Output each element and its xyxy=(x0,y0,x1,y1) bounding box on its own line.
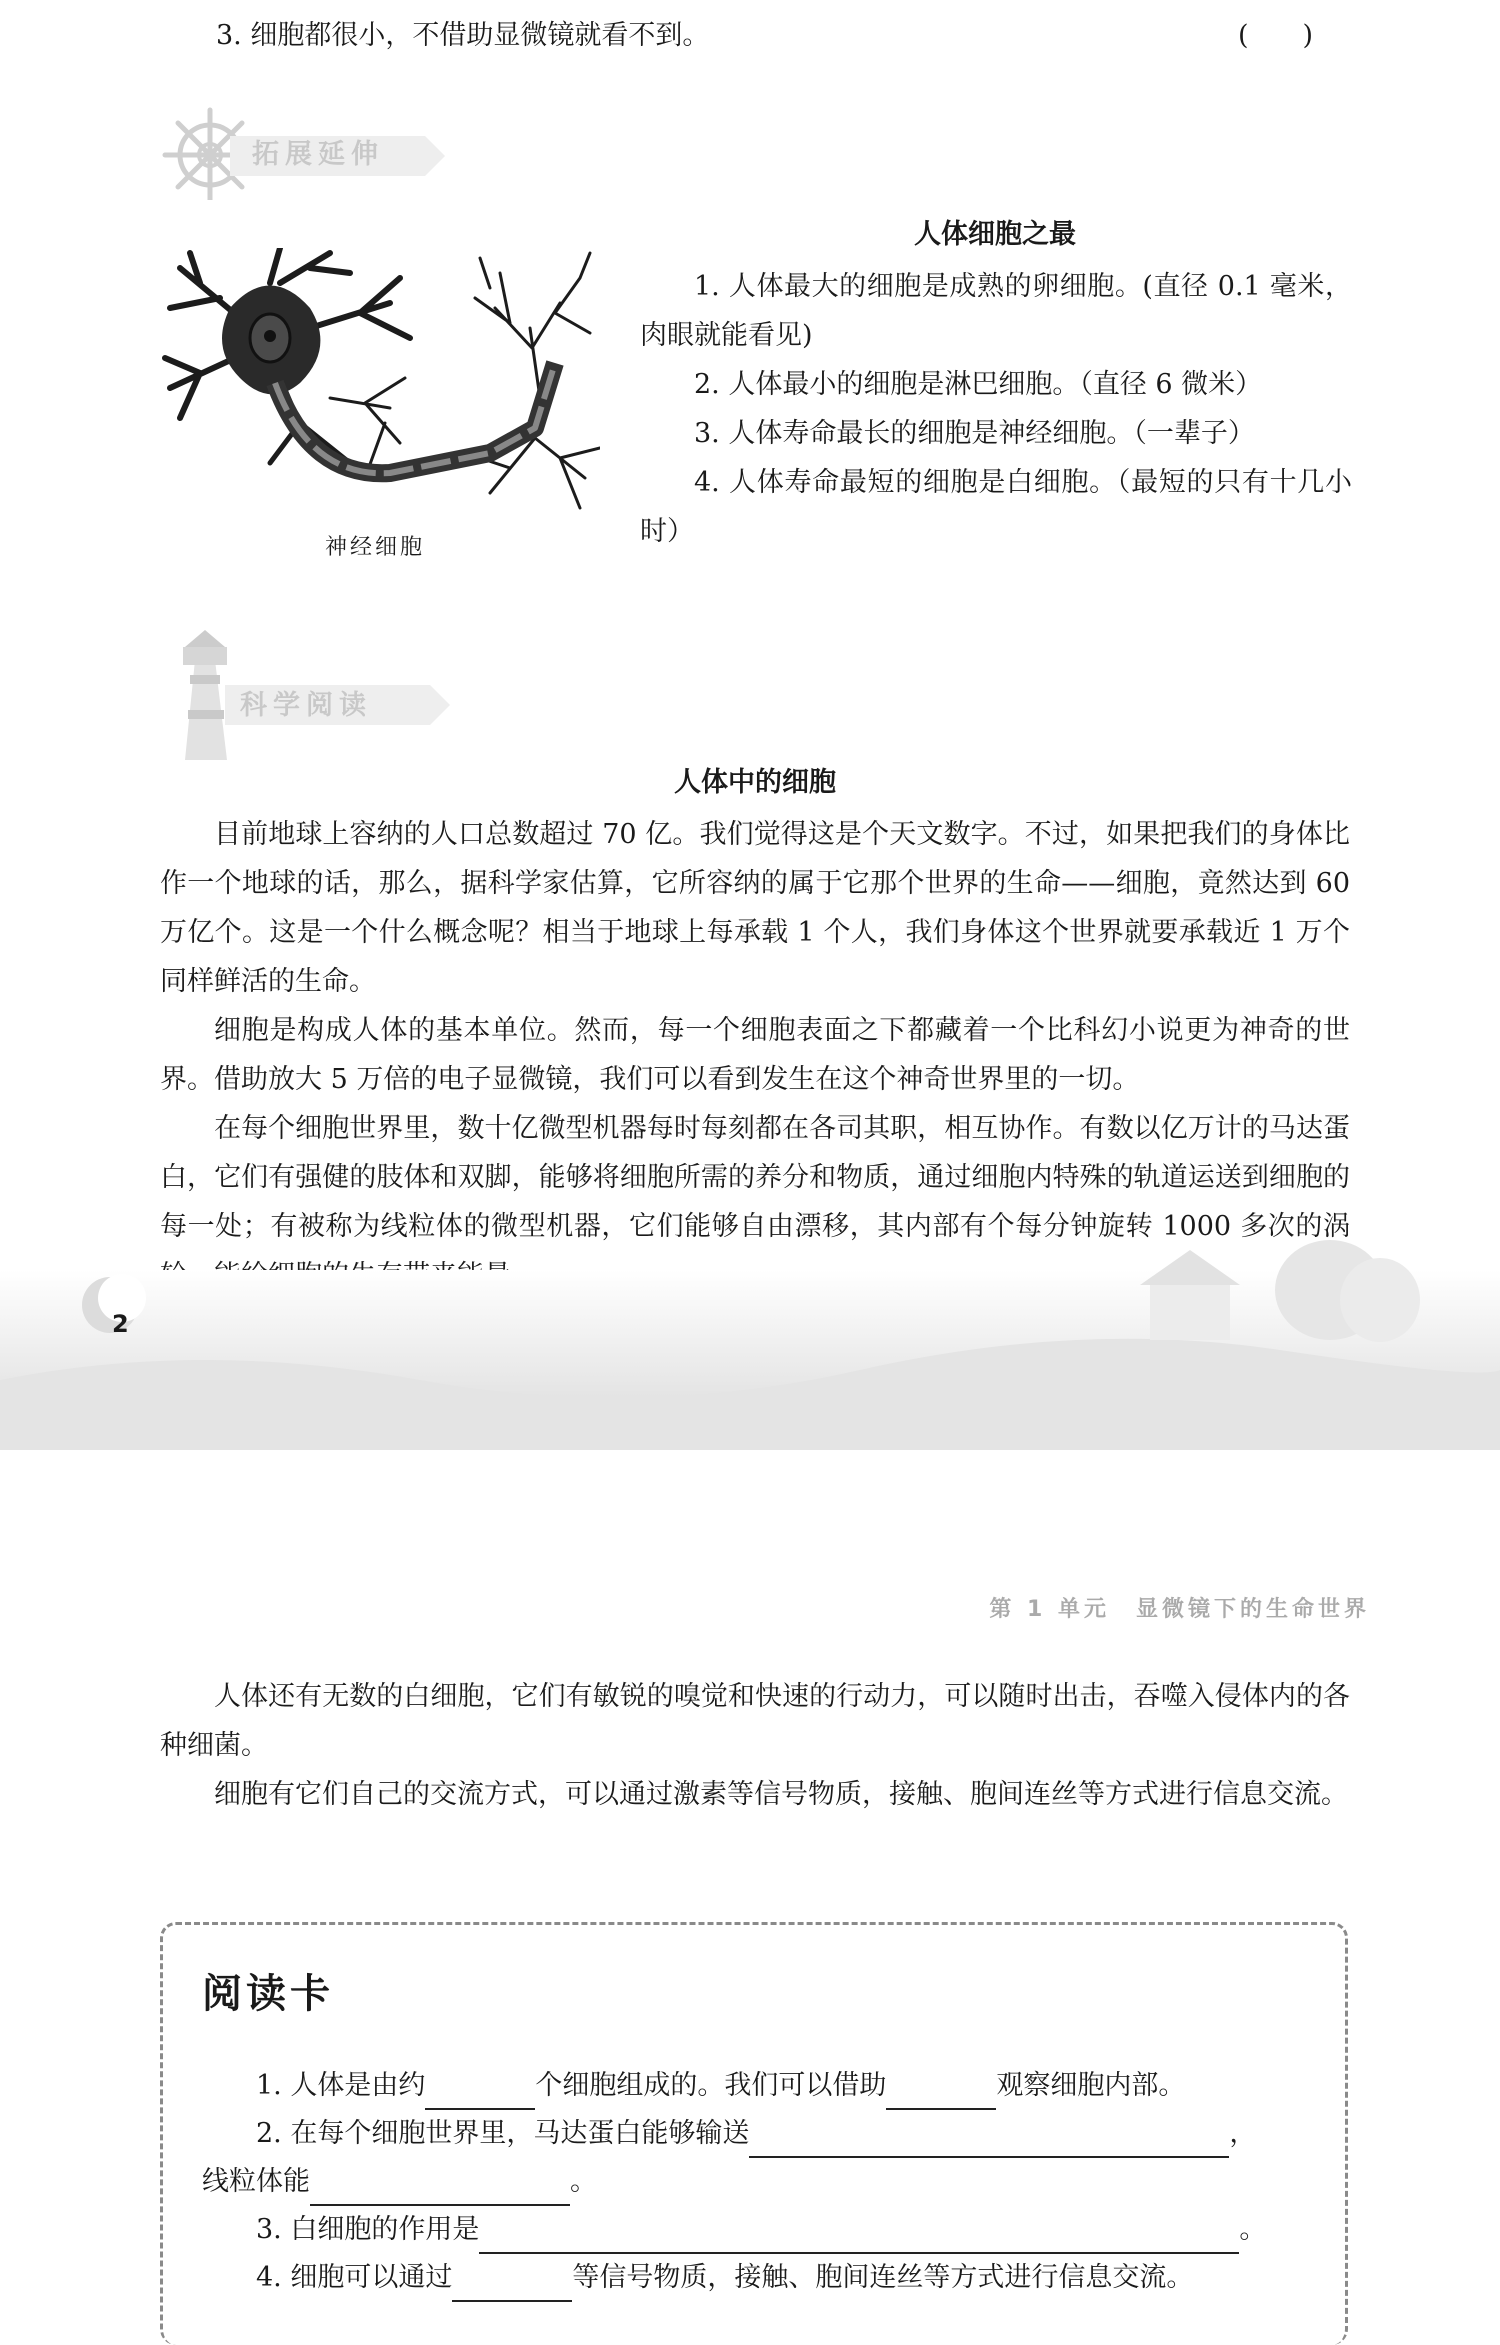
blank-motor-protein[interactable] xyxy=(749,2126,1229,2158)
question-2: 2. 在每个细胞世界里，马达蛋白能够输送 ， xyxy=(202,2110,1322,2158)
neuron-illustration xyxy=(160,248,600,518)
blank-mitochondria[interactable] xyxy=(310,2174,570,2206)
blank-white-cell-role[interactable] xyxy=(479,2222,1239,2254)
question-2-continued: 线粒体能 。 xyxy=(202,2158,1322,2206)
reading-card-questions xyxy=(202,2062,1322,2302)
article-title: 人体中的细胞 xyxy=(674,767,836,798)
blank-instrument[interactable] xyxy=(886,2078,996,2110)
article-paragraph: 目前地球上容纳的人口总数超过 70 亿。我们觉得这是个天文数字。不过，如果把我们的身体比作一个地球的话，那么，据科学家估算，它所容纳的属于它那个世界的生命——细胞，竟然达到 60 万亿个。这是一个什么概念呢？相当于地球上每承载 1 个人，我们身体这个世界就要承载近 1 万个同样鲜活的生命。 xyxy=(160,819,1350,997)
page-number: 2 xyxy=(112,1310,129,1338)
reading-card-title: 阅读卡 xyxy=(202,1971,334,2017)
neuron-cell-image xyxy=(160,248,600,518)
section-badge-reading xyxy=(165,625,465,765)
answer-bracket: ( ) xyxy=(1238,20,1314,51)
list-item: 3. 人体寿命最长的细胞是神经细胞。（一辈子） xyxy=(694,418,1255,449)
question-3: 3. 细胞都很小，不借助显微镜就看不到。 xyxy=(216,20,710,51)
cell-extremes-list xyxy=(640,262,1352,556)
section-badge-label: 科学阅读 xyxy=(240,690,372,721)
page-footer-decoration xyxy=(0,1230,1500,1450)
section-title-cell-extremes: 人体细胞之最 xyxy=(914,219,1076,250)
article-paragraph: 人体还有无数的白细胞，它们有敏锐的嗅觉和快速的行动力，可以随时出击，吞噬入侵体内的各种细菌。 xyxy=(160,1681,1350,1761)
list-item: 4. 人体寿命最短的细胞是白细胞。（最短的只有十几小时） xyxy=(640,467,1352,547)
section-badge-label: 拓展延伸 xyxy=(252,139,384,170)
image-caption: 神经细胞 xyxy=(325,535,426,560)
list-item: 1. 人体最大的细胞是成熟的卵细胞。(直径 0.1 毫米，肉眼就能看见) xyxy=(640,271,1352,351)
article-paragraph: 细胞有它们自己的交流方式，可以通过激素等信号物质，接触、胞间连丝等方式进行信息交流。 xyxy=(214,1779,1348,1810)
blank-signal[interactable] xyxy=(452,2270,572,2302)
landscape-decoration xyxy=(0,1230,1500,1450)
question-4: 4. 细胞可以通过 等信号物质，接触、胞间连丝等方式进行信息交流。 xyxy=(202,2254,1322,2302)
article-paragraph: 在每个细胞世界里，数十亿微型机器每时每刻都在各司其职，相互协作。有数以亿万计的马达蛋白，它们有强健的肢体和双脚，能够将细胞所需的养分和物质，通过细胞内特殊的轨道运送到细胞的每一处；有被称为线粒体的微型机器，它们能够自由漂移，其内部有个每分钟旋转 1000 多次的涡 xyxy=(160,1113,1350,1242)
page2-body xyxy=(160,1672,1350,1819)
article-paragraph: 细胞是构成人体的基本单位。然而，每一个细胞表面之下都藏着一个比科幻小说更为神奇的世界。借助放大 5 万倍的电子显微镜，我们可以看到发生在这个神奇世界里的一切。 xyxy=(160,1015,1350,1095)
question-3: 3. 白细胞的作用是 。 xyxy=(202,2206,1322,2254)
unit-header: 第 1 单元 显微镜下的生命世界 xyxy=(989,1597,1370,1622)
list-item: 2. 人体最小的细胞是淋巴细胞。（直径 6 微米） xyxy=(694,369,1263,400)
question-1: 1. 人体是由约 个细胞组成的。我们可以借助 观察细胞内部。 xyxy=(202,2062,1322,2110)
blank-cell-count[interactable] xyxy=(425,2078,535,2110)
article-body xyxy=(160,810,1350,1300)
section-badge-extension xyxy=(160,100,460,200)
